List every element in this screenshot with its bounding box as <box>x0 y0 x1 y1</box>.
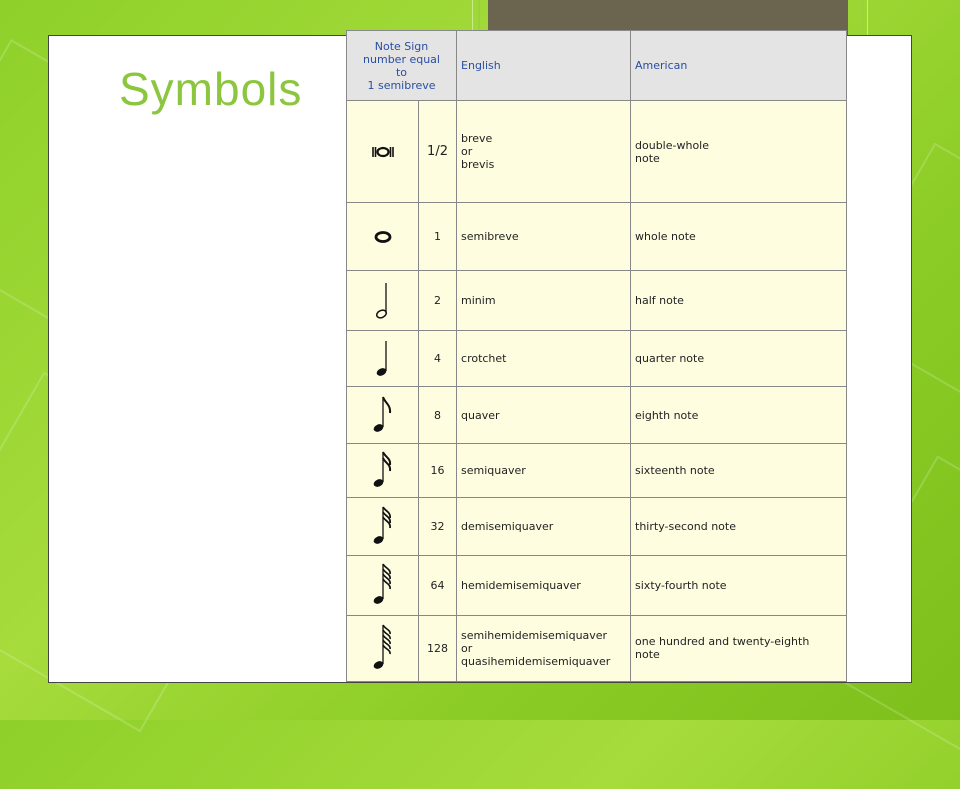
table-row <box>347 443 847 497</box>
table-row <box>347 101 847 203</box>
american-cell: sixteenth note <box>631 443 847 497</box>
header-note-sign: Note Sign number equal to 1 semibreve <box>347 31 457 101</box>
table-row <box>347 555 847 615</box>
breve-note-icon <box>372 145 394 159</box>
note-sign-cell <box>347 497 419 555</box>
whole-note-icon <box>373 230 393 244</box>
number-cell: 8 <box>419 387 457 443</box>
table-row <box>347 203 847 271</box>
american-cell: one hundred and twenty-eighth note <box>631 615 847 681</box>
sixty-fourth-note-icon <box>371 562 395 608</box>
english-cell: hemidemisemiquaver <box>457 555 631 615</box>
half-note-icon <box>373 281 393 321</box>
note-sign-cell <box>347 387 419 443</box>
note-sign-cell <box>347 331 419 387</box>
american-cell: whole note <box>631 203 847 271</box>
number-cell: 128 <box>419 615 457 681</box>
english-cell: breve or brevis <box>457 101 631 203</box>
english-cell: semibreve <box>457 203 631 271</box>
note-sign-cell <box>347 443 419 497</box>
english-cell: crotchet <box>457 331 631 387</box>
number-cell: 32 <box>419 497 457 555</box>
table-row <box>347 497 847 555</box>
american-cell: half note <box>631 271 847 331</box>
english-cell: semihemidemisemiquaver or quasihemidemisemiquaver <box>457 615 631 681</box>
sixteenth-note-icon <box>371 450 395 490</box>
hundred-twenty-eighth-note-icon <box>371 623 395 673</box>
american-cell: quarter note <box>631 331 847 387</box>
number-cell: 16 <box>419 443 457 497</box>
eighth-note-icon <box>371 395 395 435</box>
table-row <box>347 331 847 387</box>
quarter-note-icon <box>373 339 393 379</box>
header-english: English <box>457 31 631 101</box>
thirty-second-note-icon <box>371 505 395 547</box>
header-american: American <box>631 31 847 101</box>
note-values-table <box>346 30 847 682</box>
american-cell: sixty-fourth note <box>631 555 847 615</box>
american-cell: thirty-second note <box>631 497 847 555</box>
english-cell: demisemiquaver <box>457 497 631 555</box>
table-row <box>347 615 847 681</box>
slide-title: Symbols <box>119 63 303 115</box>
number-cell: 4 <box>419 331 457 387</box>
number-cell: 64 <box>419 555 457 615</box>
english-cell: quaver <box>457 387 631 443</box>
american-cell: double-whole note <box>631 101 847 203</box>
number-cell: 1/2 <box>419 101 457 203</box>
note-sign-cell <box>347 615 419 681</box>
table-header-row <box>347 31 847 101</box>
table-row <box>347 271 847 331</box>
american-cell: eighth note <box>631 387 847 443</box>
number-cell: 1 <box>419 203 457 271</box>
note-sign-cell <box>347 555 419 615</box>
note-sign-cell <box>347 203 419 271</box>
english-cell: minim <box>457 271 631 331</box>
table-row <box>347 387 847 443</box>
number-cell: 2 <box>419 271 457 331</box>
english-cell: semiquaver <box>457 443 631 497</box>
note-sign-cell <box>347 271 419 331</box>
note-sign-cell <box>347 101 419 203</box>
